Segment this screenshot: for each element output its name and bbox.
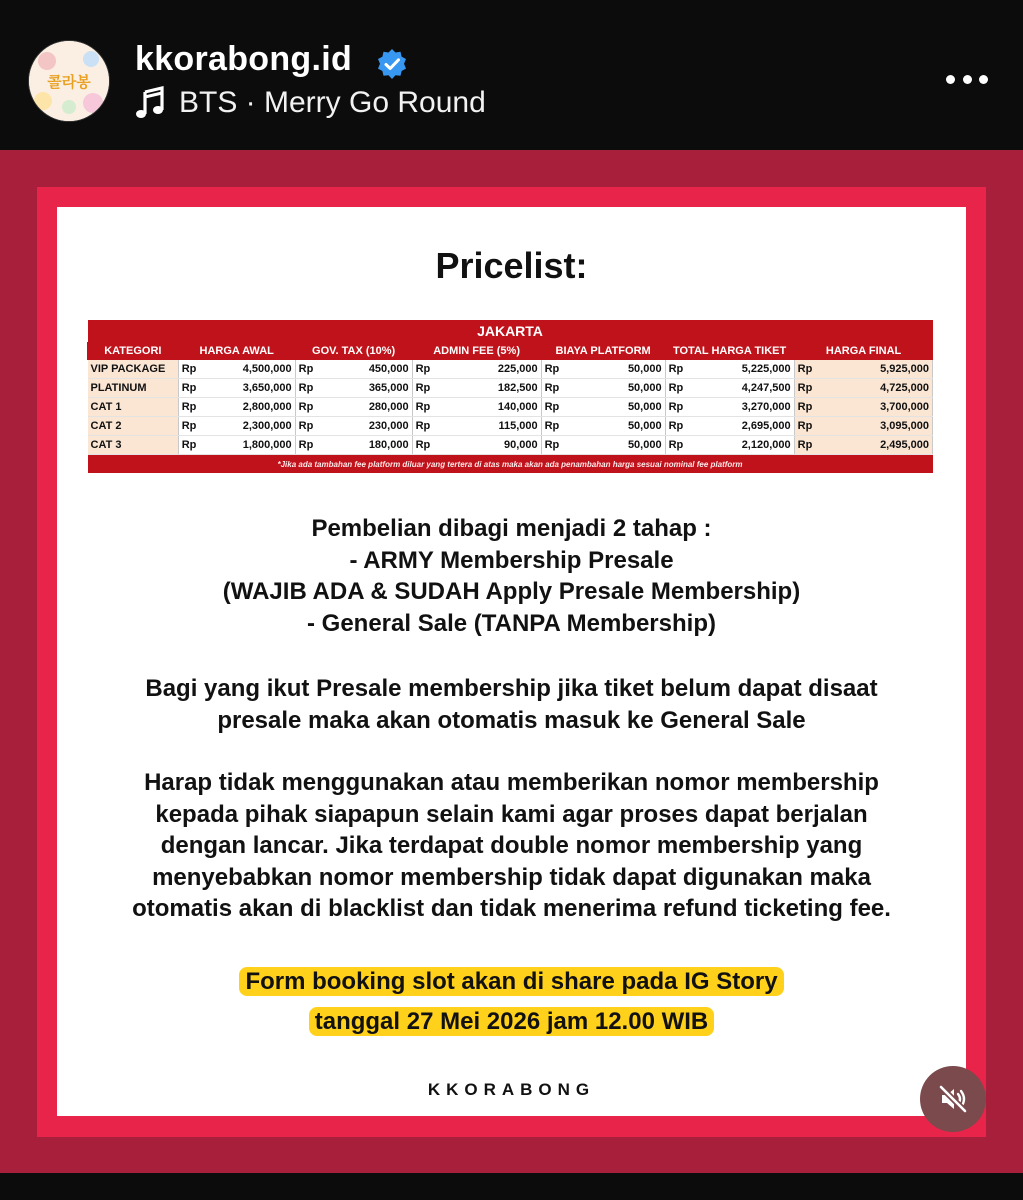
column-header: BIAYA PLATFORM — [541, 342, 665, 360]
table-cell: 280,000 — [323, 398, 412, 417]
column-header: TOTAL HARGA TIKET — [665, 342, 794, 360]
post-frame — [37, 187, 986, 1137]
table-cell-category: CAT 3 — [88, 436, 179, 455]
currency-label: Rp — [794, 436, 822, 455]
table-city: JAKARTA — [88, 320, 933, 342]
currency-label: Rp — [178, 417, 206, 436]
price-table — [87, 320, 933, 473]
table-cell: 140,000 — [440, 398, 541, 417]
currency-label: Rp — [295, 417, 323, 436]
table-cell: 2,120,000 — [693, 436, 794, 455]
post-content — [57, 207, 966, 1116]
dot — [979, 75, 988, 84]
table-header-row — [88, 342, 933, 360]
verified-badge-icon — [376, 48, 408, 80]
table-cell: 50,000 — [569, 436, 665, 455]
song-label: BTS · Merry Go Round — [179, 86, 486, 119]
table-cell: 2,695,000 — [693, 417, 794, 436]
currency-label: Rp — [295, 436, 323, 455]
song-info[interactable] — [135, 86, 486, 120]
currency-label: Rp — [412, 379, 440, 398]
table-cell: 50,000 — [569, 379, 665, 398]
table-cell: 3,270,000 — [693, 398, 794, 417]
avatar-illustration-icon — [29, 41, 109, 121]
table-cell: 3,650,000 — [206, 379, 295, 398]
stages-line: - ARMY Membership Presale — [349, 546, 674, 574]
stages-line: Pembelian dibagi menjadi 2 tahap : — [311, 515, 712, 542]
table-cell-final: 3,095,000 — [822, 417, 932, 436]
table-cell: 230,000 — [323, 417, 412, 436]
table-cell: 50,000 — [569, 398, 665, 417]
currency-label: Rp — [541, 360, 569, 379]
table-cell: 4,247,500 — [693, 379, 794, 398]
table-cell: 1,800,000 — [206, 436, 295, 455]
table-row — [88, 379, 933, 398]
table-cell-category: VIP PACKAGE — [88, 360, 179, 379]
warning-line: menyebabkan nomor membership tidak dapat digunakan maka — [152, 863, 871, 891]
table-cell-final: 3,700,000 — [822, 398, 932, 417]
table-cell-category: CAT 2 — [88, 417, 179, 436]
table-cell-final: 2,495,000 — [822, 436, 932, 455]
brand-footer: KKORABONG — [427, 1080, 596, 1099]
warning-line: kepada pihak siapapun selain kami agar proses dapat berjalan — [155, 800, 868, 828]
table-cell: 225,000 — [440, 360, 541, 379]
column-header: HARGA AWAL — [178, 342, 295, 360]
table-city-row — [88, 320, 933, 342]
table-row — [88, 436, 933, 455]
table-cell: 50,000 — [569, 417, 665, 436]
page-title: Pricelist: — [435, 245, 588, 286]
table-row — [88, 360, 933, 379]
table-cell: 450,000 — [323, 360, 412, 379]
currency-label: Rp — [541, 398, 569, 417]
presale-line: Bagi yang ikut Presale membership jika tiket belum dapat disaat — [145, 675, 878, 702]
currency-label: Rp — [665, 360, 693, 379]
table-cell: 182,500 — [440, 379, 541, 398]
table-footnote: *Jika ada tambahan fee platform diluar yang tertera di atas maka akan ada penambahan harga sesuai nominal fee platform — [88, 455, 933, 474]
booking-highlight — [57, 962, 966, 1042]
table-cell: 180,000 — [323, 436, 412, 455]
table-cell: 115,000 — [440, 417, 541, 436]
currency-label: Rp — [541, 417, 569, 436]
warning-line: Harap tidak menggunakan atau memberikan nomor membership — [144, 769, 879, 796]
table-cell: 365,000 — [323, 379, 412, 398]
currency-label: Rp — [412, 398, 440, 417]
post-image[interactable] — [0, 150, 1023, 1173]
column-header: KATEGORI — [88, 342, 179, 360]
currency-label: Rp — [541, 379, 569, 398]
currency-label: Rp — [665, 436, 693, 455]
currency-label: Rp — [665, 417, 693, 436]
column-header: ADMIN FEE (5%) — [412, 342, 541, 360]
username[interactable]: kkorabong.id — [135, 40, 353, 78]
dot — [963, 75, 972, 84]
column-header: GOV. TAX (10%) — [295, 342, 412, 360]
svg-text:콜라봉: 콜라봉 — [47, 73, 91, 91]
table-cell: 5,225,000 — [693, 360, 794, 379]
currency-label: Rp — [295, 398, 323, 417]
currency-label: Rp — [412, 360, 440, 379]
currency-label: Rp — [794, 379, 822, 398]
table-row — [88, 417, 933, 436]
table-cell-final: 5,925,000 — [822, 360, 932, 379]
stages-line: (WAJIB ADA & SUDAH Apply Presale Membership) — [222, 578, 801, 606]
presale-line: presale maka akan otomatis masuk ke General Sale — [217, 706, 806, 734]
currency-label: Rp — [794, 417, 822, 436]
profile-avatar[interactable] — [28, 40, 110, 122]
currency-label: Rp — [178, 360, 206, 379]
post-header — [0, 0, 1023, 150]
currency-label: Rp — [295, 379, 323, 398]
currency-label: Rp — [541, 436, 569, 455]
currency-label: Rp — [412, 417, 440, 436]
muted-speaker-icon — [936, 1082, 970, 1116]
table-cell: 90,000 — [440, 436, 541, 455]
currency-label: Rp — [178, 379, 206, 398]
currency-label: Rp — [665, 398, 693, 417]
currency-label: Rp — [178, 398, 206, 417]
highlight-line: Form booking slot akan di share pada IG Story — [239, 967, 783, 996]
currency-label: Rp — [794, 398, 822, 417]
presale-note — [57, 673, 966, 736]
currency-label: Rp — [665, 379, 693, 398]
stages-line: - General Sale (TANPA Membership) — [307, 609, 716, 637]
currency-label: Rp — [794, 360, 822, 379]
currency-label: Rp — [178, 436, 206, 455]
table-cell: 4,500,000 — [206, 360, 295, 379]
table-cell: 50,000 — [569, 360, 665, 379]
warning-line: otomatis akan di blacklist dan tidak menerima refund ticketing fee. — [132, 895, 891, 923]
column-header: HARGA FINAL — [794, 342, 932, 360]
table-cell-category: CAT 1 — [88, 398, 179, 417]
mute-button[interactable] — [920, 1066, 986, 1132]
purchase-stages — [57, 513, 966, 639]
table-cell: 2,800,000 — [206, 398, 295, 417]
table-cell: 2,300,000 — [206, 417, 295, 436]
warning-line: dengan lancar. Jika terdapat double nomor membership yang — [160, 832, 863, 860]
more-options-icon[interactable] — [946, 64, 988, 94]
warning-note — [57, 767, 966, 925]
table-row — [88, 398, 933, 417]
table-cell-category: PLATINUM — [88, 379, 179, 398]
currency-label: Rp — [295, 360, 323, 379]
table-footnote-row — [88, 455, 933, 474]
currency-label: Rp — [412, 436, 440, 455]
dot — [946, 75, 955, 84]
music-note-icon — [135, 86, 165, 120]
highlight-line: tanggal 27 Mei 2026 jam 12.00 WIB — [309, 1007, 715, 1036]
table-cell-final: 4,725,000 — [822, 379, 932, 398]
